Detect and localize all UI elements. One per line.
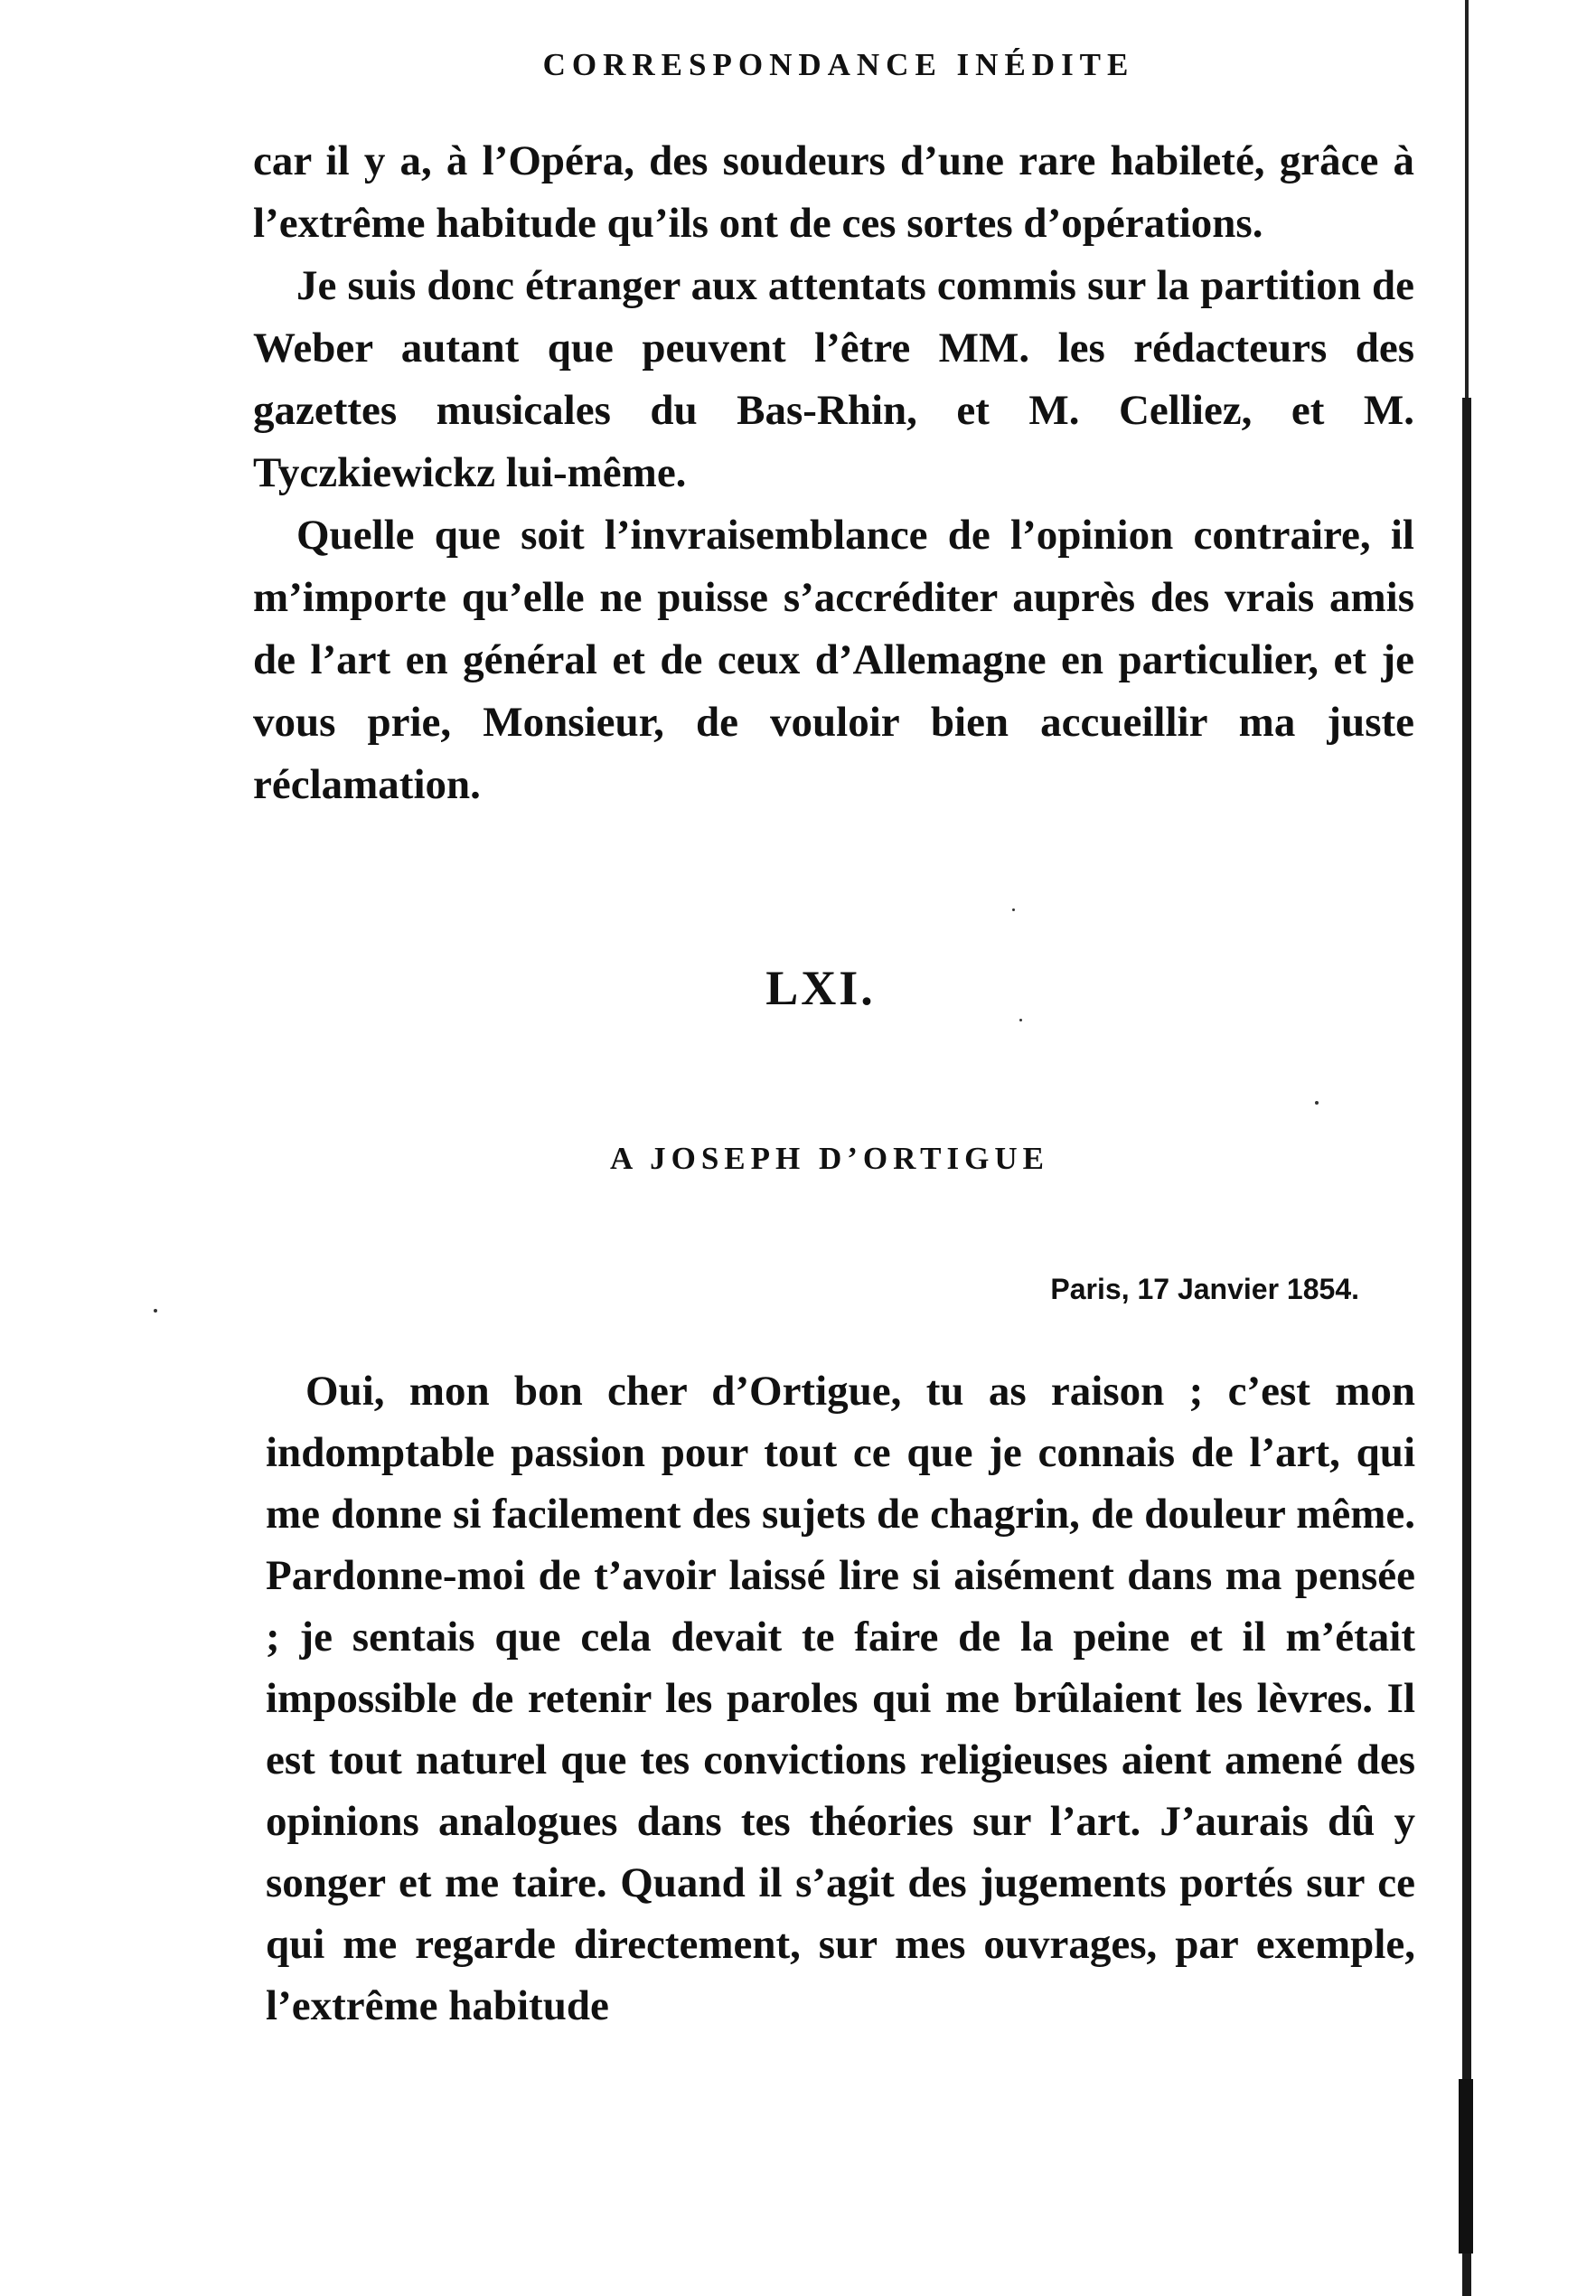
page-edge-shadow-bottom [1459, 2079, 1473, 2254]
continuation-text [253, 130, 1414, 816]
scan-speck [1019, 1019, 1022, 1021]
continuation-paragraph-1: car il y a, à l’Opéra, des soudeurs d’une rare habileté, grâce à l’extrême habitude qu’ils ont de ces sortes d’opérations. [253, 137, 1414, 247]
continuation-paragraph-2: Je suis donc étranger aux attentats commis sur la partition de Weber autant que peuvent l’être MM. les rédacteurs des gazettes musicales du Bas-Rhin, et M. Celliez, et M. Tyczkiewickz lui-même. [253, 262, 1414, 496]
scan-speck [1315, 1101, 1319, 1105]
letter-body-paragraph: Oui, mon bon cher d’Ortigue, tu as raison ; c’est mon indomptable passion pour tout ce que je connais de l’art, qui me donne si facilement des sujets de chagrin, de douleur même. Pardonne-moi de t’avoir laissé lire si aisément dans ma pensée ; je sentais que cela devait te faire de la peine et il m’était impossible de retenir les paroles qui me brûlaient les lèvres. Il est tout naturel que tes convictions religieuses aient amené des opinions analogues dans tes théories sur l’art. J’aurais dû y songer et me taire. Quand il s’agit des jugements portés sur ce qui me regarde directement, sur mes ouvrages, par exemple, l’extrême habitude [266, 1368, 1415, 2029]
letter-body [266, 1360, 1415, 2037]
scan-speck [154, 1309, 157, 1313]
page-edge-shadow [1462, 398, 1471, 2296]
letter-number-heading: LXI. [765, 961, 876, 1015]
scan-speck [1012, 908, 1015, 911]
letter-dateline: Paris, 17 Janvier 1854. [1050, 1273, 1359, 1305]
continuation-paragraph-3: Quelle que soit l’invraisemblance de l’opinion contraire, il m’importe qu’elle ne puisse s’accréditer auprès des vrais amis de l’art en général et de ceux d’Allemagne en particulier, et je vous prie, Monsieur, de vouloir bien accueillir ma juste réclamation. [253, 512, 1414, 808]
letter-addressee: A JOSEPH D’ORTIGUE [610, 1141, 1049, 1176]
running-head: CORRESPONDANCE INÉDITE [542, 47, 1135, 82]
